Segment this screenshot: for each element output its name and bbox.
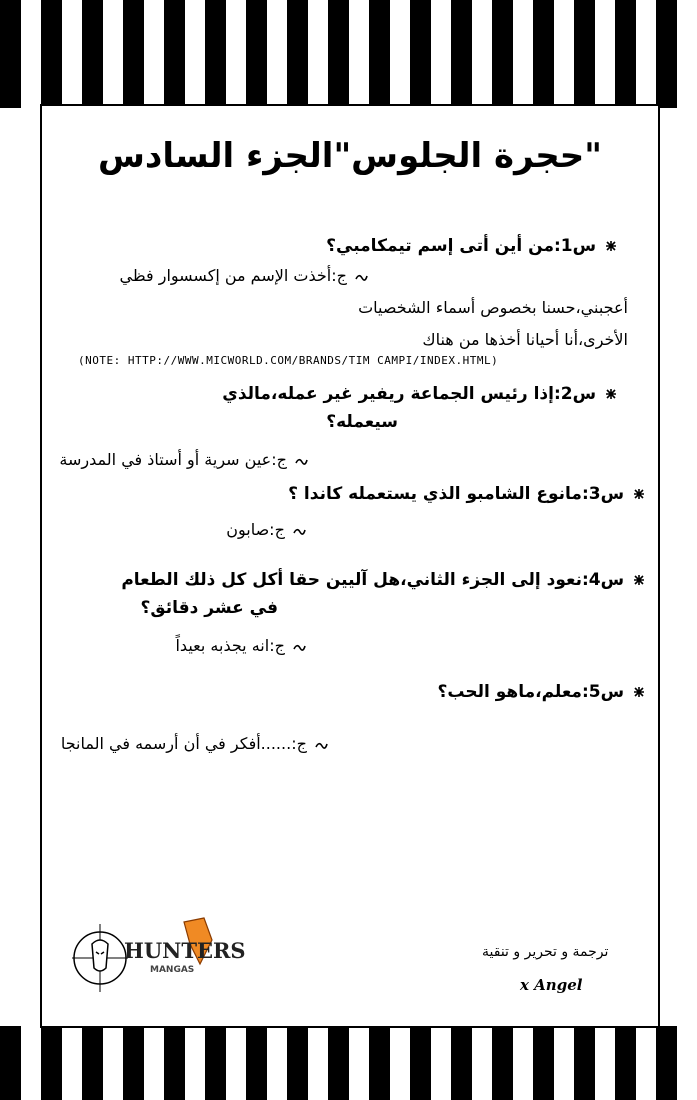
top-striped-border [0,0,697,108]
answer-3: ج:صابون [226,520,306,539]
answer-4: ج:انه يجذبه بعيداً [175,636,306,655]
question-2-line-1: س2:إذا رئيس الجماعة ريفير غير عمله،مالذي [222,384,618,404]
question-4-line-2: في عشر دقائق؟ [140,598,278,618]
scribble-bullet-icon [632,573,646,587]
svg-text:MANGAS: MANGAS [150,965,195,975]
scribble-bullet-icon [294,454,308,468]
answer-1-line-3: الأخرى،أنا أحيانا أخذها من هناك [422,330,628,349]
hunters-mangas-logo [72,910,246,1002]
scribble-bullet-icon [604,387,618,401]
url-note: (NOTE: HTTP://WWW.MICWORLD.COM/BRANDS/TIM CAMPI/INDEX.HTML) [78,354,499,367]
question-1: س1:من أين أتى إسم تيمكامبي؟ [326,236,618,256]
answer-5: ج:......أفكر في أن أرسمه في المانجا [61,734,328,753]
question-5: س5:معلم،ماهو الحب؟ [438,682,646,702]
question-2-line-2: سيعمله؟ [326,412,398,432]
question-3: س3:مانوع الشامبو الذي يستعمله كاندا ؟ [288,484,646,504]
answer-1-line-2: أعجبني،حسنا بخصوص أسماء الشخصيات [358,298,628,317]
scribble-bullet-icon [632,685,646,699]
scribble-bullet-icon [604,239,618,253]
mask-icon [92,940,108,971]
scribble-bullet-icon [292,524,306,538]
bottom-striped-border [0,1026,697,1100]
question-4-line-1: س4:نعود إلى الجزء الثاني،هل آليين حقا أكل كل ذلك الطعام [121,570,646,590]
answer-2: ج:عين سرية أو أستاذ في المدرسة [59,450,308,469]
content-panel [40,104,660,1028]
answer-1-line-1: ج:أخذت الإسم من إكسسوار فظي [120,266,368,285]
scribble-bullet-icon [632,487,646,501]
scribble-bullet-icon [354,270,368,284]
translator-signature: x Angel [520,976,583,994]
scribble-bullet-icon [314,738,328,752]
credits-label: ترجمة و تحرير و تنقية [482,944,609,960]
svg-text:HUNTERS: HUNTERS [124,938,246,963]
page-title: "حجرة الجلوس"الجزء السادس [98,136,602,176]
scribble-bullet-icon [292,640,306,654]
